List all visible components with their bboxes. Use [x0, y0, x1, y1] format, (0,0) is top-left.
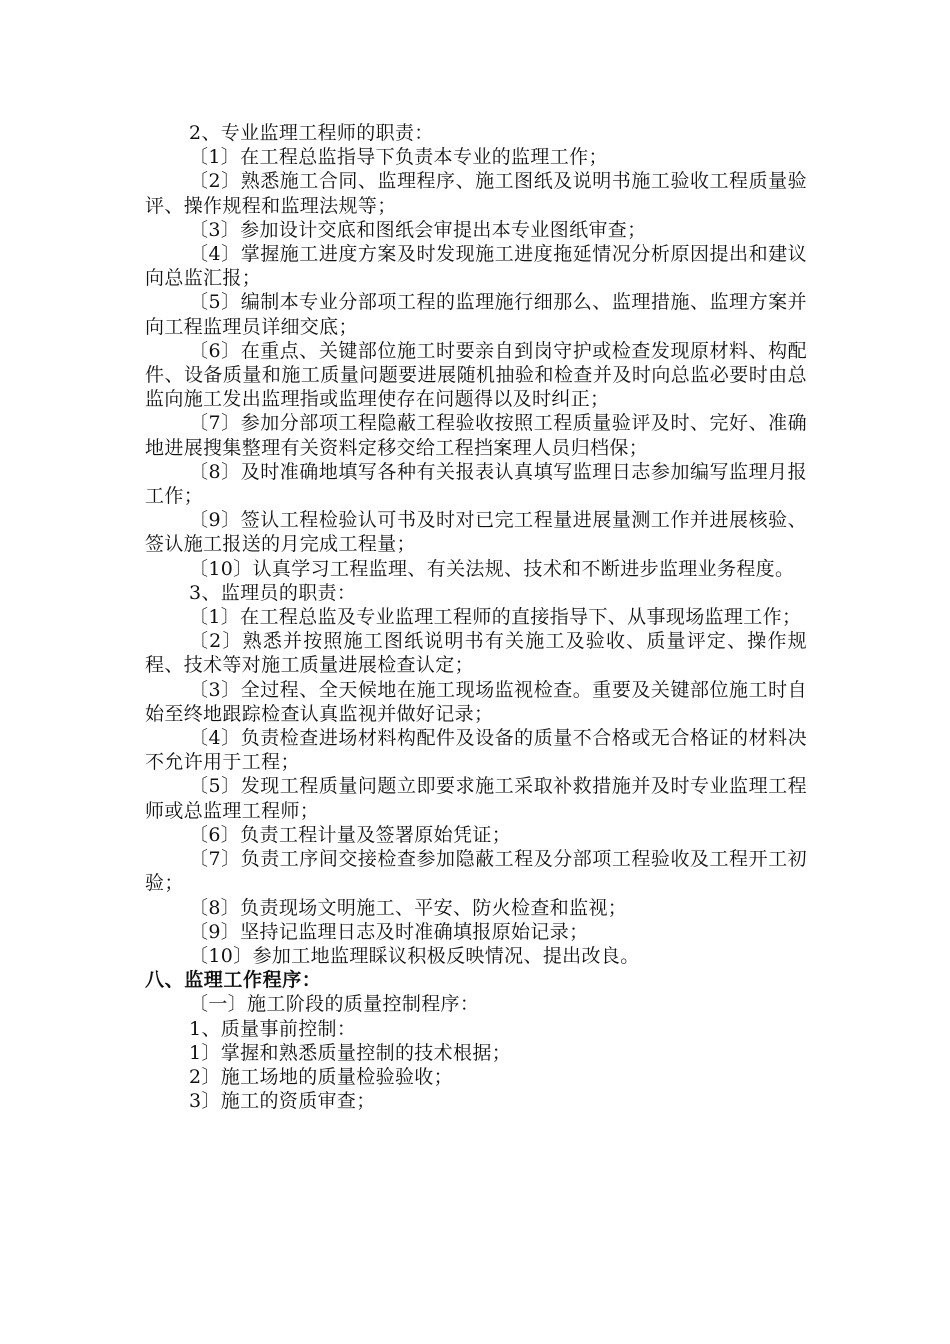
section-2-item-9: 〔9〕签认工程检验认可书及时对已完工程量进展量测工作并进展核验、签认施工报送的月完成工程量；: [145, 509, 807, 556]
section-3-item-8: 〔8〕负责现场文明施工、平安、防火检查和监视；: [189, 896, 628, 919]
section-3-title: 3、监理员的职责：: [189, 581, 357, 604]
chapter-8-list-item-3: 3〕施工的资质审查；: [189, 1090, 376, 1113]
section-3-item-7: 〔7〕负责工序间交接检查参加隐蔽工程及分部项工程验收及工程开工初验；: [145, 848, 807, 895]
section-2-item-8: 〔8〕及时准确地填写各种有关报表认真填写监理日志参加编写监理月报工作；: [145, 460, 807, 508]
section-3-item-9: 〔9〕坚持记监理日志及时准确填报原始记录；: [189, 920, 589, 943]
section-3-item-3: 〔3〕全过程、全天候地在施工现场监视检查。重要及关键部位施工时自始至终地跟踪检查认真监视并做好记录；: [145, 678, 807, 725]
section-2-item-7: 〔7〕参加分部项工程隐蔽工程验收按照工程质量验评及时、完好、准确地进展搜集整理有关资料定移交给工程挡案理人员归档保；: [145, 412, 807, 459]
section-3-item-1: 〔1〕在工程总监及专业监理工程师的直接指导下、从事现场监理工作；: [189, 606, 802, 629]
chapter-8-list-item-1: 1〕掌握和熟悉质量控制的技术根据；: [189, 1041, 512, 1064]
section-2-item-5: 〔5〕编制本专业分部项工程的监理施行细那么、监理措施、监理方案并向工程监理员详细交底；: [145, 291, 807, 338]
chapter-8-list-item-2: 2〕施工场地的质量检验验收；: [189, 1065, 453, 1088]
section-3-item-10: 〔10〕参加工地监理睬议积极反映情况、提出改良。: [189, 944, 640, 967]
section-3-item-5: 〔5〕发现工程质量问题立即要求施工采取补救措施并及时专业监理工程师或总监理工程师；: [145, 775, 807, 822]
chapter-8-subheading: 〔一〕施工阶段的质量控制程序：: [189, 993, 480, 1016]
section-2-item-10: 〔10〕认真学习工程监理、有关法规、技术和不断进步监理业务程度。: [189, 557, 795, 580]
chapter-8-point-1: 1、质量事前控制：: [189, 1017, 357, 1040]
section-2-item-4: 〔4〕掌握施工进度方案及时发现施工进度拖延情况分析原因提出和建议向总监汇报；: [145, 243, 807, 290]
section-2-title: 2、专业监理工程师的职责：: [189, 122, 434, 144]
chapter-8-heading: 八、监理工作程序：: [145, 969, 322, 992]
section-3-item-4: 〔4〕负责检查进场材料构配件及设备的质量不合格或无合格证的材料决不允许用于工程；: [145, 727, 807, 774]
section-2-item-2: 〔2〕熟悉施工合同、监理程序、施工图纸及说明书施工验收工程质量验评、操作规程和监理法规等；: [145, 170, 807, 217]
section-2-item-6: 〔6〕在重点、关键部位施工时要亲自到岗守护或检查发现原材料、构配件、设备质量和施工质量问题要进展随机抽验和检查并及时向总监必要时由总监向施工发出监理指或监理使存在问题得以及时纠正；: [145, 339, 807, 411]
document-page: [145, 121, 807, 1113]
section-2-item-3: 〔3〕参加设计交底和图纸会审提出本专业图纸审查；: [189, 218, 647, 241]
section-3-item-2: 〔2〕熟悉并按照施工图纸说明书有关施工及验收、质量评定、操作规程、技术等对施工质量进展检查认定；: [145, 630, 807, 677]
section-3-item-6: 〔6〕负责工程计量及签署原始凭证；: [189, 823, 512, 846]
section-2-item-1: 〔1〕在工程总监指导下负责本专业的监理工作；: [189, 146, 608, 169]
